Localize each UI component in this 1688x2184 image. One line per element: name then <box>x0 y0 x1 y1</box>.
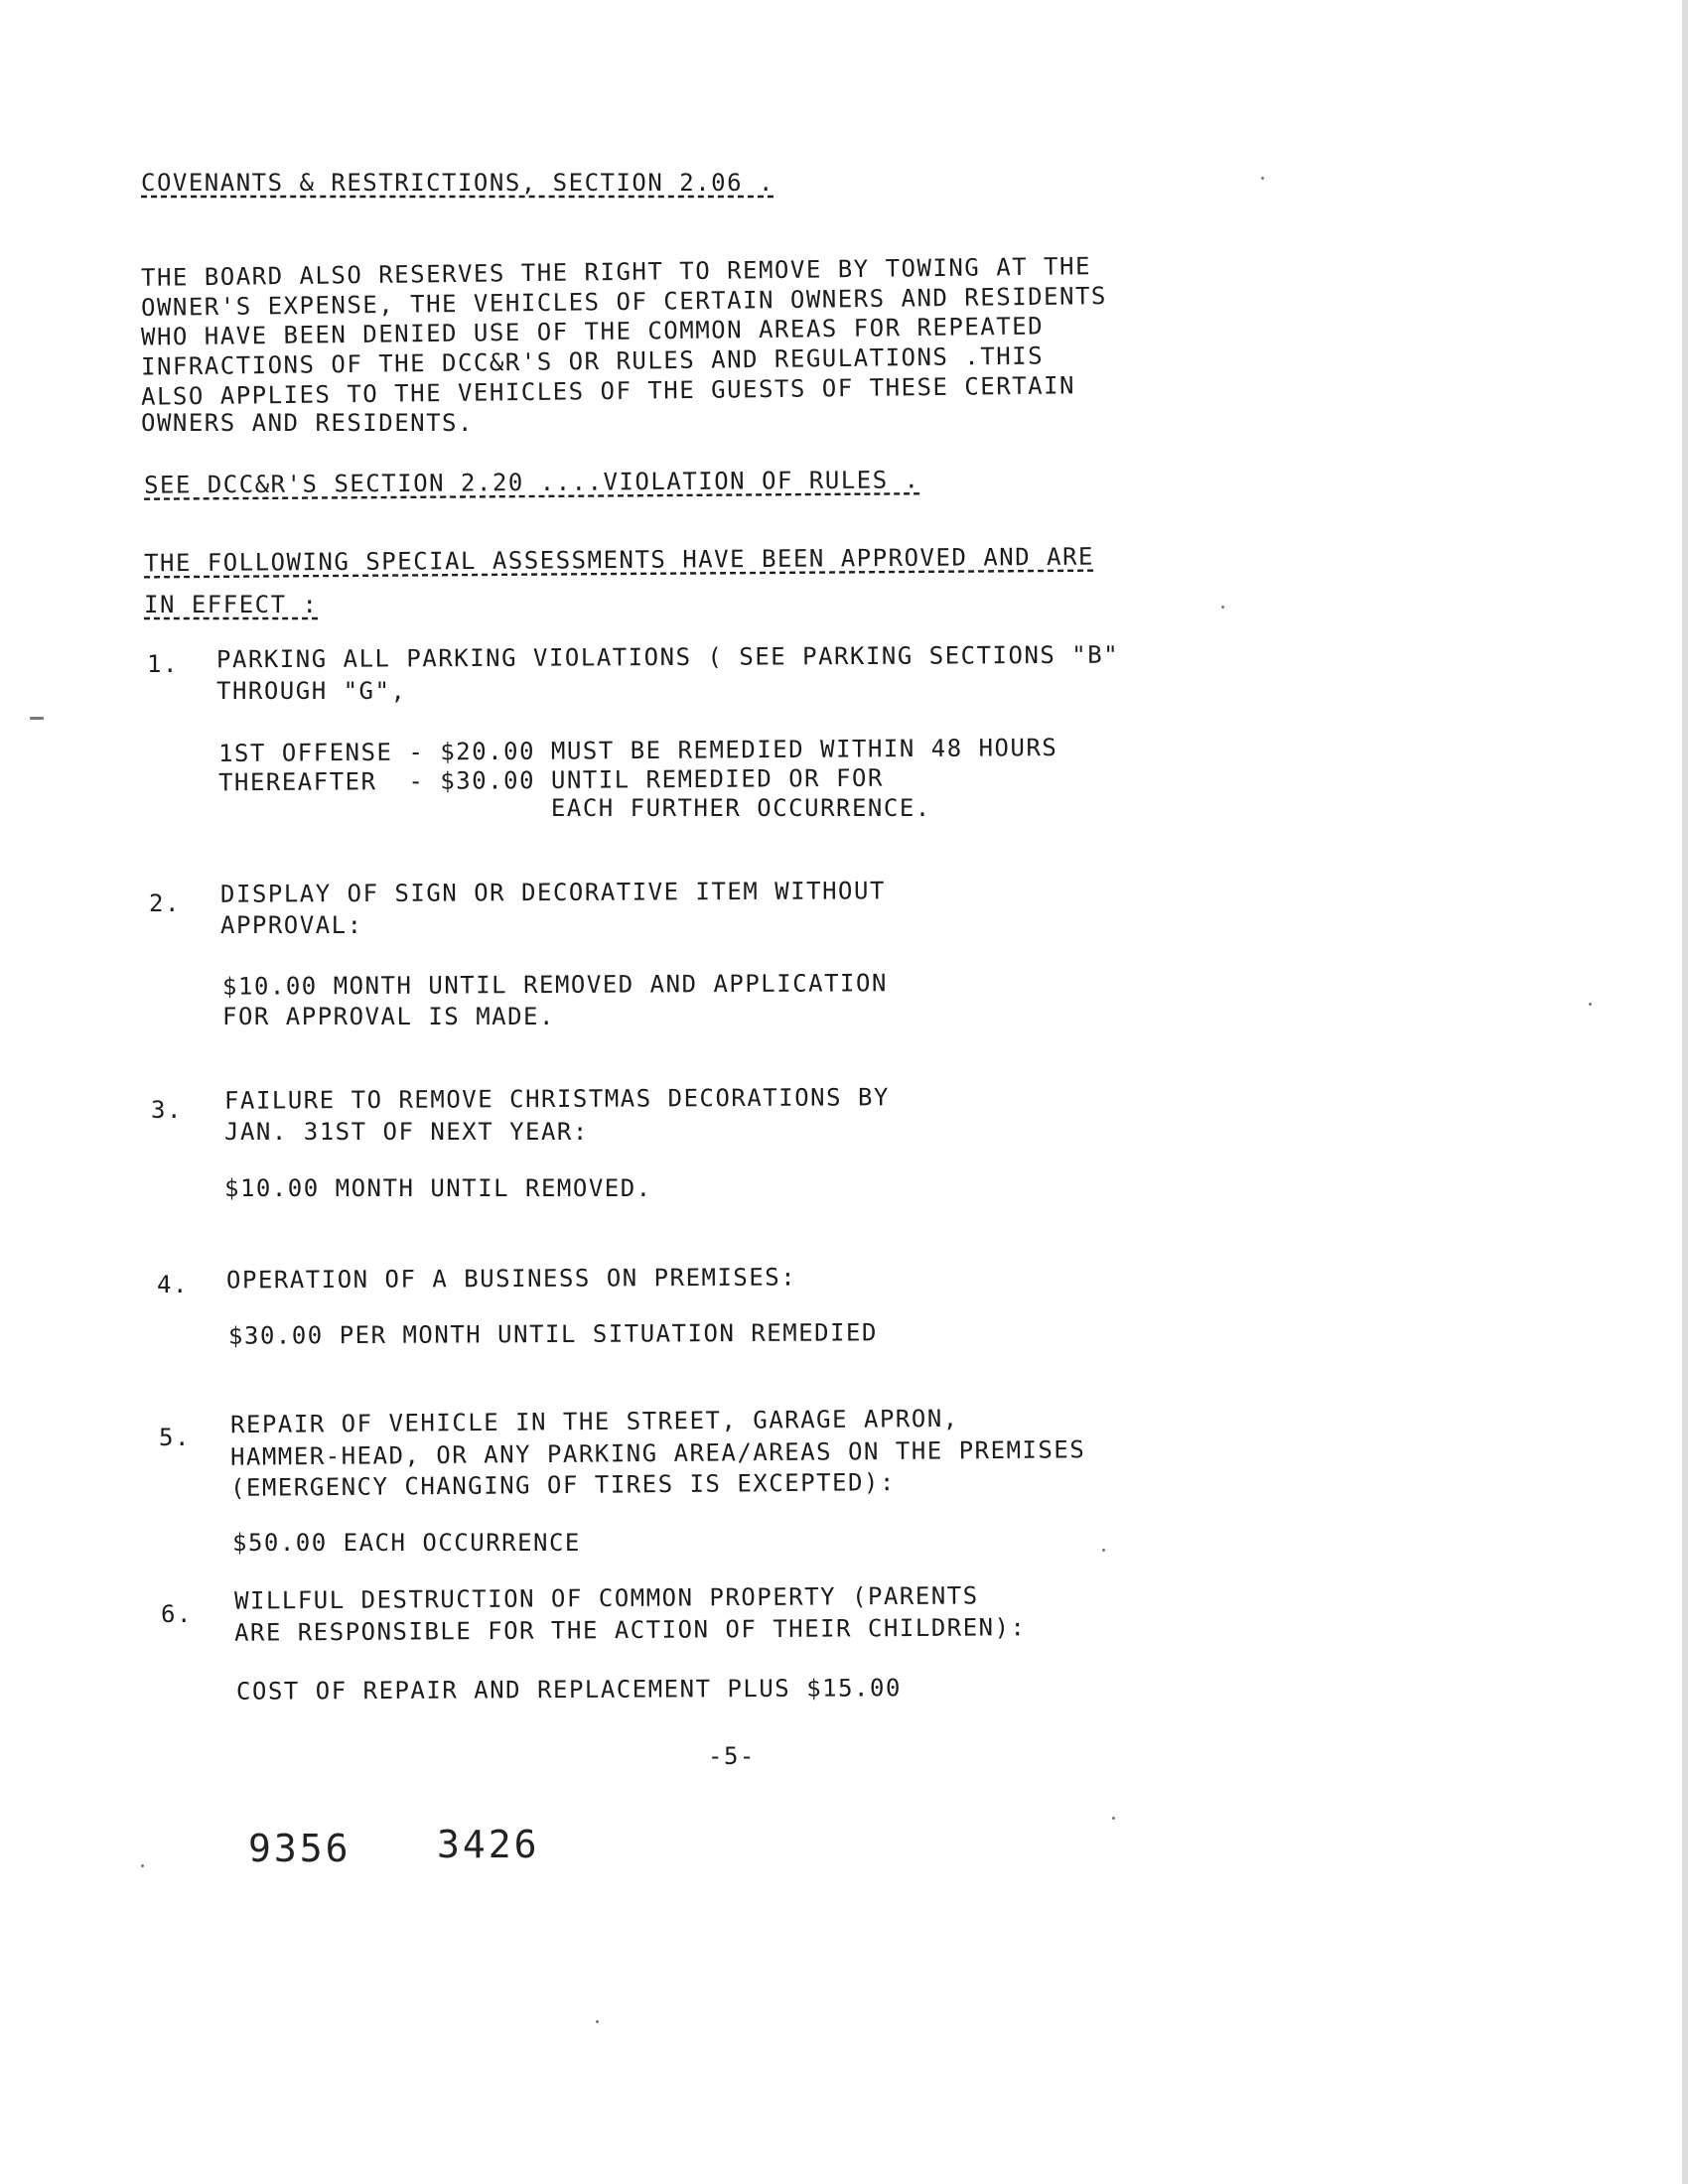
item-title-line: WILLFUL DESTRUCTION OF COMMON PROPERTY (PARENTS <box>233 1581 979 1615</box>
special-assessments-heading-line-2: IN EFFECT : <box>144 591 319 618</box>
item-number: 1. <box>147 650 179 678</box>
item-number: 2. <box>149 889 181 917</box>
item-title-line: HAMMER-HEAD, OR ANY PARKING AREA/AREAS ON THE PREMISES <box>229 1435 1086 1471</box>
text-line: THE BOARD ALSO RESERVES THE RIGHT TO REMOVE BY TOWING AT THE <box>140 252 1092 292</box>
item-number: 4. <box>157 1271 189 1298</box>
scan-mark <box>30 717 44 720</box>
item-title-line: ARE RESPONSIBLE FOR THE ACTION OF THEIR CHILDREN): <box>233 1613 1027 1647</box>
item-fine-line: $50.00 EACH OCCURRENCE <box>232 1529 581 1557</box>
item-fine-line: $10.00 MONTH UNTIL REMOVED AND APPLICATION <box>221 969 888 1001</box>
item-fine-line: THEREAFTER - $30.00 UNTIL REMEDIED OR FOR <box>217 763 884 797</box>
text-line: WHO HAVE BEEN DENIED USE OF THE COMMON AREAS FOR REPEATED <box>140 312 1045 351</box>
item-fine-line: FOR APPROVAL IS MADE. <box>222 1003 555 1030</box>
scan-speck <box>1221 606 1224 609</box>
scan-speck <box>1589 1003 1592 1006</box>
item-number: 3. <box>151 1096 183 1124</box>
see-dccr-reference: SEE DCC&R'S SECTION 2.20 ....VIOLATION OF RULES . <box>143 466 920 499</box>
text-line: ALSO APPLIES TO THE VEHICLES OF THE GUESTS OF THESE CERTAIN <box>140 371 1076 411</box>
scan-speck <box>1112 1817 1115 1820</box>
document-number-right: 3426 <box>437 1823 540 1866</box>
item-title-line: PARKING ALL PARKING VIOLATIONS ( SEE PARKING SECTIONS "B" <box>215 640 1120 674</box>
item-title-line: APPROVAL: <box>220 911 363 939</box>
text-line: OWNERS AND RESIDENTS. <box>141 409 474 437</box>
special-assessments-heading-line-1: THE FOLLOWING SPECIAL ASSESSMENTS HAVE BEEN APPROVED AND ARE <box>143 542 1095 578</box>
page-number: -5- <box>708 1742 756 1770</box>
item-fine-line: $10.00 MONTH UNTIL REMOVED. <box>224 1174 652 1202</box>
scan-speck <box>596 2020 599 2023</box>
item-number: 6. <box>161 1600 193 1628</box>
item-fine-line: COST OF REPAIR AND REPLACEMENT PLUS $15.00 <box>235 1674 902 1706</box>
scan-speck <box>141 1864 144 1867</box>
item-title-line: OPERATION OF A BUSINESS ON PREMISES: <box>225 1263 797 1295</box>
item-title-line: REPAIR OF VEHICLE IN THE STREET, GARAGE APRON, <box>229 1404 959 1439</box>
text-line: INFRACTIONS OF THE DCC&R'S OR RULES AND REGULATIONS .THIS <box>140 341 1045 381</box>
item-fine-line: $30.00 PER MONTH UNTIL SITUATION REMEDIED <box>227 1318 878 1350</box>
item-fine-line: EACH FURTHER OCCURRENCE. <box>218 794 931 822</box>
item-number: 5. <box>159 1424 191 1451</box>
item-title-line: THROUGH "G", <box>216 677 407 705</box>
item-title-line: DISPLAY OF SIGN OR DECORATIVE ITEM WITHOUT <box>219 877 886 908</box>
scan-speck <box>1102 1549 1105 1552</box>
heading-covenants: COVENANTS & RESTRICTIONS, SECTION 2.06 . <box>141 169 774 197</box>
text-line: OWNER'S EXPENSE, THE VEHICLES OF CERTAIN OWNERS AND RESIDENTS <box>140 282 1108 322</box>
item-title-line: JAN. 31ST OF NEXT YEAR: <box>224 1118 589 1146</box>
scan-speck <box>1261 177 1264 180</box>
item-fine-line: 1ST OFFENSE - $20.00 MUST BE REMEDIED WITHIN 48 HOURS <box>217 734 1058 767</box>
document-number-left: 9356 <box>248 1827 352 1870</box>
item-title-line: (EMERGENCY CHANGING OF TIRES IS EXCEPTED): <box>229 1468 896 1502</box>
page-edge-shadow <box>1682 0 1688 2184</box>
item-title-line: FAILURE TO REMOVE CHRISTMAS DECORATIONS BY <box>223 1083 890 1115</box>
